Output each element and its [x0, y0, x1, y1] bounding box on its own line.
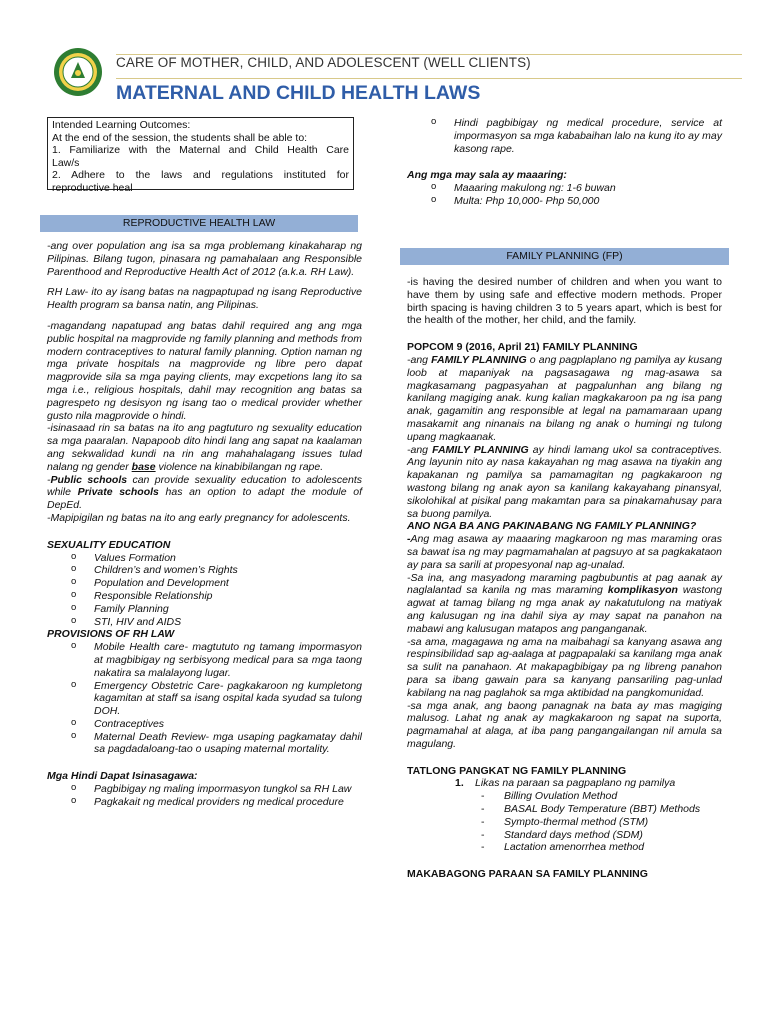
learning-outcomes-box: [47, 117, 354, 194]
page-title: MATERNAL AND CHILD HEALTH LAWS: [116, 82, 481, 104]
outcomes-line: Law/s: [52, 156, 80, 169]
paragraph: -Sa ina, ang masyadong maraming pagbubuntis at pag aanak ay naglalantad sa kanila ng mas maraming komplikasyon wastong agwat at tamag bilang ng mga anak ay nakatutulong na matiyak ang kalusugan ng ina dahil siya ay may sapat na panahon na mabawi ang kalusugan matapos ang panganganak.: [407, 571, 722, 635]
paragraph: RH Law- ito ay isang batas na nagpaptupad ng isang Reproductive Health program sa bansa natin, ang Pilipinas.: [47, 286, 362, 312]
paragraph: -ang FAMILY PLANNING ay hindi lamang ukol sa contraceptives. Ang layunin nito ay nasa kakayahan ng mag asawa na tiyakin ang kapakanan ng pamilya sa pamamagitan ng pagkakaroon ng wastong bilang ng anak ayon sa kanilang kakayahang pinansyal, sikolohikal at pisikal pang makamtan para sa pinakamahusay para sa buong pamilya.: [407, 443, 723, 520]
penalties-list: [407, 182, 722, 208]
school-seal-logo: [53, 47, 103, 97]
underlined-word: base: [131, 460, 156, 473]
list-item: - Lactation amenorrhea method: [407, 841, 722, 854]
benefits-heading: ANO NGA BA ANG PAKINABANG NG FAMILY PLANNING?: [407, 520, 697, 533]
left-column: [47, 240, 362, 809]
list-item: o Mobile Health care- magtututo ng tamang impormasyon at magbibigay ng serbisyong medical para sa mga taong nakatira sa malalayong lugar.: [47, 641, 362, 679]
paragraph: -Mapipigilan ng batas na ito ang early pregnancy for adolescents.: [47, 511, 351, 524]
paragraph: -Ang mag asawa ay maaaring magkaroon ng mas maraming oras sa bawat isa ng may pagmamahalan at pagsuyo at sa pagkakataon ay para sa sarili at propesyonal nap ag-unalad.: [407, 533, 722, 571]
not-allowed-list: [47, 783, 362, 809]
list-item: o Population and Development: [47, 577, 362, 590]
section-bar-family-planning: FAMILY PLANNING (FP): [400, 248, 729, 265]
outcomes-line: Intended Learning Outcomes:: [52, 119, 191, 131]
violations-list: [407, 117, 722, 155]
sexuality-education-heading: SEXUALITY EDUCATION: [47, 538, 171, 551]
paragraph: -sa mga anak, ang baong panagnak na bata ay mas magiging malusog. Lahat ng anak ay magkakaroon ng sapat na suporta, pagmamahal at alaga, at iba pang pangangailangan nil amula sa magulang.: [407, 699, 722, 750]
list-item: o Contraceptives: [47, 718, 362, 731]
list-item: - BASAL Body Temperature (BBT) Methods: [407, 803, 722, 816]
header-bottom-rule: [116, 78, 742, 79]
not-allowed-heading: Mga Hindi Dapat Isinasagawa:: [47, 770, 198, 783]
list-item: o Responsible Relationship: [47, 590, 362, 603]
paragraph: -is having the desired number of children and when you want to have them by using safe and effective modern methods. Proper birth spacing is having children 3 to 5 years apart, which is best for the health of the mother, her child, and the family.: [407, 276, 722, 327]
sexuality-education-list: [47, 552, 362, 629]
list-item: o Multa: Php 10,000- Php 50,000: [407, 195, 722, 208]
modern-methods-heading: MAKABAGONG PARAAN SA FAMILY PLANNING: [407, 868, 648, 881]
popcom-heading: POPCOM 9 (2016, April 21) FAMILY PLANNING: [407, 341, 638, 354]
tatlong-pangkat-heading: TATLONG PANGKAT NG FAMILY PLANNING: [407, 764, 627, 777]
paragraph: -ang over population ang isa sa mga problemang kinakaharap ng Pilipinas. Bilang tugon, pinasara ng pamahalaan ang Responsible Parenthood and Reproductive Health Act of 2012 (a.k.a. RH Law).: [47, 240, 362, 278]
paragraph: -ang FAMILY PLANNING o ang pagplaplano ng pamilya ay kusang loob at mapaniyak na pagsasagawa ng mag-asawa sa magkasamang pagpasyahan at pagpalunhan ang bilang ng kanilang magiging anak. kung kalian magkakaroon pa ng isa pang anak, gagamitin ang responsible at legal na pamamaraan upang masakamit ang ninanais na bilang ng anak o humingi ng tulong upang magkaanak.: [407, 353, 722, 443]
list-item: o Maternal Death Review- mga usaping pagkamatay dahil sa pagdadaloang-tao o usaping maternal mortality.: [47, 731, 362, 757]
paragraph: -Public schools can provide sexuality education to adolescents while Private schools has an option to adapt the module of DepEd.: [47, 473, 362, 512]
list-item: o Pagkakait ng medical providers ng medical procedure: [47, 796, 362, 809]
penalties-heading: Ang mga may sala ay maaaring:: [407, 169, 567, 182]
numbered-item: 1. Likas na paraan sa pagpaplano ng pamilya: [455, 777, 676, 790]
list-item: o Pagbibigay ng maling impormasyon tungkol sa RH Law: [47, 783, 362, 796]
list-item: o Emergency Obstetric Care- pagkakaroon ng kumpletong kagamitan at staff sa isang ospital kada syudad sa tulong DOH.: [47, 680, 362, 718]
list-item: o Family Planning: [47, 603, 362, 616]
paragraph: -isinasaad rin sa batas na ito ang pagtuturo ng sexuality education sa mga paaralan. Napapoob dito hindi lang ang sapat na kaalaman ang sekwalidad kundi na rin ang mahahalagang issues tulad nalang ng gender base violence na kinabibilangan ng rape.: [47, 422, 362, 473]
outcomes-line: 1. Familiarize with the Maternal and Child Health Care: [52, 144, 349, 157]
outcomes-line: At the end of the session, the students shall be able to:: [52, 131, 308, 144]
provisions-heading: PROVISIONS OF RH LAW: [47, 628, 175, 641]
right-column: [407, 276, 722, 881]
right-column-top: [407, 117, 722, 208]
list-item: o Children’s and women’s Rights: [47, 564, 362, 577]
list-item: o Hindi pagbibigay ng medical procedure, service at impormasyon sa mga kababaihan lalo na kung ito ay may kasong rape.: [407, 117, 722, 155]
paragraph: -magandang napatupad ang batas dahil required ang ang mga public hospital na magprovide ng family planning and methods from modern contraceptives to natural family planning. Option naman ng mga private hospitals na magprovide ng libre pero dapat magprovide sila sa mga paying clients, may excpetions lang ito sa mga i.e., religious hospitals, dahil may recognition ang batas sa pagrespeto ng desisyon ng isang tao o medical provider whether gusto nila magprovide o hindi.: [47, 319, 362, 422]
section-bar-reproductive-health: REPRODUCTIVE HEALTH LAW: [40, 215, 358, 232]
outcomes-line: 2. Adhere to the laws and regulations instituted for: [52, 169, 349, 182]
provisions-list: [47, 641, 362, 756]
list-item: o Values Formation: [47, 552, 362, 565]
list-item: o STI, HIV and AIDS: [47, 616, 362, 629]
list-item: o Maaaring makulong ng: 1-6 buwan: [407, 182, 722, 195]
natural-methods-list: [407, 790, 722, 854]
list-item: - Standard days method (SDM): [407, 829, 722, 842]
outcomes-line: reproductive heal: [52, 181, 133, 194]
list-item: - Billing Ovulation Method: [407, 790, 722, 803]
course-title: CARE OF MOTHER, CHILD, AND ADOLESCENT (WELL CLIENTS): [116, 55, 531, 70]
list-item: - Sympto-thermal method (STM): [407, 816, 722, 829]
paragraph: -sa ama, magagawa ng ama na maibahagi sa kanyang asawa ang respinsibilidad sap ag-aalaga at pagpapalaki sa kanilang mga anak sa sulit na panahaon. At makapagbibigay pa ng libreng panahon para sa ibang gawain para sa kanyang pansariling pag-unlad kabilang na nag paglahok sa mga aktibidad na pangkomunidad.: [407, 635, 722, 699]
